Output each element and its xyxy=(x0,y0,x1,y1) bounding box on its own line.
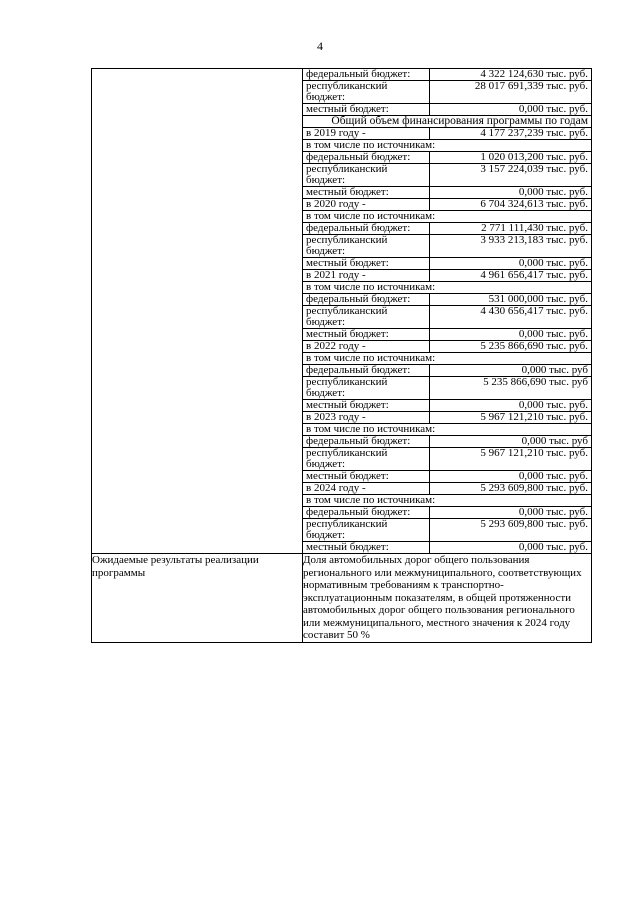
financing-row-20 xyxy=(303,353,591,365)
financing-amount: 5 293 609,800 тыс. руб. xyxy=(429,519,591,542)
financing-source-label: федеральный бюджет: xyxy=(303,223,429,235)
financing-source-label: в 2023 году - xyxy=(303,412,429,424)
financing-source-label: республиканский бюджет: xyxy=(303,448,429,471)
financing-source-label: федеральный бюджет: xyxy=(303,294,429,306)
financing-source-label: местный бюджет: xyxy=(303,187,429,199)
financing-source-label: местный бюджет: xyxy=(303,471,429,483)
financing-row-26 xyxy=(303,436,591,448)
financing-row-3 xyxy=(303,116,591,128)
financing-row-28 xyxy=(303,471,591,483)
financing-row-9 xyxy=(303,199,591,211)
financing-amount: 1 020 013,200 тыс. руб. xyxy=(429,152,591,164)
financing-amount: 0,000 тыс. руб. xyxy=(429,104,591,116)
financing-source-label: республиканский бюджет: xyxy=(303,164,429,187)
financing-amount: 0,000 тыс. руб. xyxy=(429,258,591,270)
financing-amount: 0,000 тыс. руб. xyxy=(429,329,591,341)
financing-amount: 0,000 тыс. руб. xyxy=(429,187,591,199)
financing-amount: 3 157 224,039 тыс. руб. xyxy=(429,164,591,187)
financing-source-label: республиканский бюджет: xyxy=(303,306,429,329)
financing-row-4 xyxy=(303,128,591,140)
financing-source-label: федеральный бюджет: xyxy=(303,507,429,519)
financing-source-label: в 2020 году - xyxy=(303,199,429,211)
financing-row-0 xyxy=(303,69,591,81)
financing-source-label: в 2022 году - xyxy=(303,341,429,353)
financing-row xyxy=(92,69,592,554)
financing-source-label: в 2019 году - xyxy=(303,128,429,140)
financing-sources-caption: в том числе по источникам: xyxy=(303,495,591,507)
program-passport-table xyxy=(91,68,592,643)
financing-amount: 3 933 213,183 тыс. руб. xyxy=(429,235,591,258)
financing-table xyxy=(303,69,591,553)
financing-row-21 xyxy=(303,365,591,377)
financing-sources-caption: в том числе по источникам: xyxy=(303,211,591,223)
financing-amount: 6 704 324,613 тыс. руб. xyxy=(429,199,591,211)
financing-source-label: республиканский бюджет: xyxy=(303,81,429,104)
financing-source-label: местный бюджет: xyxy=(303,104,429,116)
financing-source-label: местный бюджет: xyxy=(303,258,429,270)
financing-row-30 xyxy=(303,495,591,507)
financing-amount: 0,000 тыс. руб xyxy=(429,365,591,377)
financing-amount: 531 000,000 тыс. руб. xyxy=(429,294,591,306)
financing-amount: 4 322 124,630 тыс. руб. xyxy=(429,69,591,81)
financing-row-10 xyxy=(303,211,591,223)
financing-source-label: местный бюджет: xyxy=(303,400,429,412)
financing-cell xyxy=(303,69,592,554)
financing-source-label: федеральный бюджет: xyxy=(303,436,429,448)
financing-amount: 0,000 тыс. руб. xyxy=(429,542,591,554)
financing-table-body xyxy=(303,69,591,553)
financing-row-6 xyxy=(303,152,591,164)
financing-amount: 5 967 121,210 тыс. руб. xyxy=(429,448,591,471)
financing-amount: 5 967 121,210 тыс. руб. xyxy=(429,412,591,424)
financing-row-22 xyxy=(303,377,591,400)
financing-row-27 xyxy=(303,448,591,471)
financing-source-label: в 2024 году - xyxy=(303,483,429,495)
financing-row-11 xyxy=(303,223,591,235)
financing-row-8 xyxy=(303,187,591,199)
financing-row-29 xyxy=(303,483,591,495)
page-number: 4 xyxy=(317,39,323,53)
financing-sources-caption: в том числе по источникам: xyxy=(303,282,591,294)
results-label: Ожидаемые результаты реализации программы xyxy=(92,554,303,643)
financing-row-33 xyxy=(303,542,591,554)
financing-sources-caption: в том числе по источникам: xyxy=(303,424,591,436)
financing-amount: 4 177 237,239 тыс. руб. xyxy=(429,128,591,140)
financing-amount: 0,000 тыс. руб. xyxy=(429,507,591,519)
financing-source-label: местный бюджет: xyxy=(303,542,429,554)
financing-row-18 xyxy=(303,329,591,341)
financing-amount: 4 430 656,417 тыс. руб. xyxy=(429,306,591,329)
financing-amount: 0,000 тыс. руб. xyxy=(429,471,591,483)
financing-source-label: федеральный бюджет: xyxy=(303,152,429,164)
financing-sources-caption: в том числе по источникам: xyxy=(303,353,591,365)
financing-source-label: республиканский бюджет: xyxy=(303,377,429,400)
results-text: Доля автомобильных дорог общего пользования регионального или межмуниципального, соответствующих нормативным требованиям к транспортно-эксплуатационным показателям, в общей протяженности автомобильных дорог общего пользования регионального или межмуниципального, местного значения к 2024 году составит 50 % xyxy=(303,554,592,643)
financing-amount: 5 293 609,800 тыс. руб. xyxy=(429,483,591,495)
financing-sources-caption: в том числе по источникам: xyxy=(303,140,591,152)
financing-row-25 xyxy=(303,424,591,436)
financing-source-label: федеральный бюджет: xyxy=(303,69,429,81)
financing-row-16 xyxy=(303,294,591,306)
financing-row-12 xyxy=(303,235,591,258)
financing-row-19 xyxy=(303,341,591,353)
financing-source-label: республиканский бюджет: xyxy=(303,235,429,258)
financing-source-label: федеральный бюджет: xyxy=(303,365,429,377)
financing-row-15 xyxy=(303,282,591,294)
results-row xyxy=(92,554,592,643)
financing-amount: 5 235 866,690 тыс. руб. xyxy=(429,341,591,353)
financing-label-cell xyxy=(92,69,303,554)
financing-row-17 xyxy=(303,306,591,329)
financing-amount: 0,000 тыс. руб. xyxy=(429,400,591,412)
financing-amount: 2 771 111,430 тыс. руб. xyxy=(429,223,591,235)
financing-row-5 xyxy=(303,140,591,152)
financing-amount: 4 961 656,417 тыс. руб. xyxy=(429,270,591,282)
financing-amount: 0,000 тыс. руб xyxy=(429,436,591,448)
financing-row-2 xyxy=(303,104,591,116)
financing-source-label: в 2021 году - xyxy=(303,270,429,282)
financing-source-label: республиканский бюджет: xyxy=(303,519,429,542)
financing-amount: 28 017 691,339 тыс. руб. xyxy=(429,81,591,104)
financing-amount: 5 235 866,690 тыс. руб xyxy=(429,377,591,400)
financing-row-24 xyxy=(303,412,591,424)
financing-row-14 xyxy=(303,270,591,282)
financing-row-1 xyxy=(303,81,591,104)
financing-row-13 xyxy=(303,258,591,270)
financing-row-31 xyxy=(303,507,591,519)
financing-row-23 xyxy=(303,400,591,412)
financing-source-label: местный бюджет: xyxy=(303,329,429,341)
financing-by-year-heading: Общий объем финансирования программы по годам xyxy=(303,116,591,128)
financing-row-32 xyxy=(303,519,591,542)
financing-row-7 xyxy=(303,164,591,187)
